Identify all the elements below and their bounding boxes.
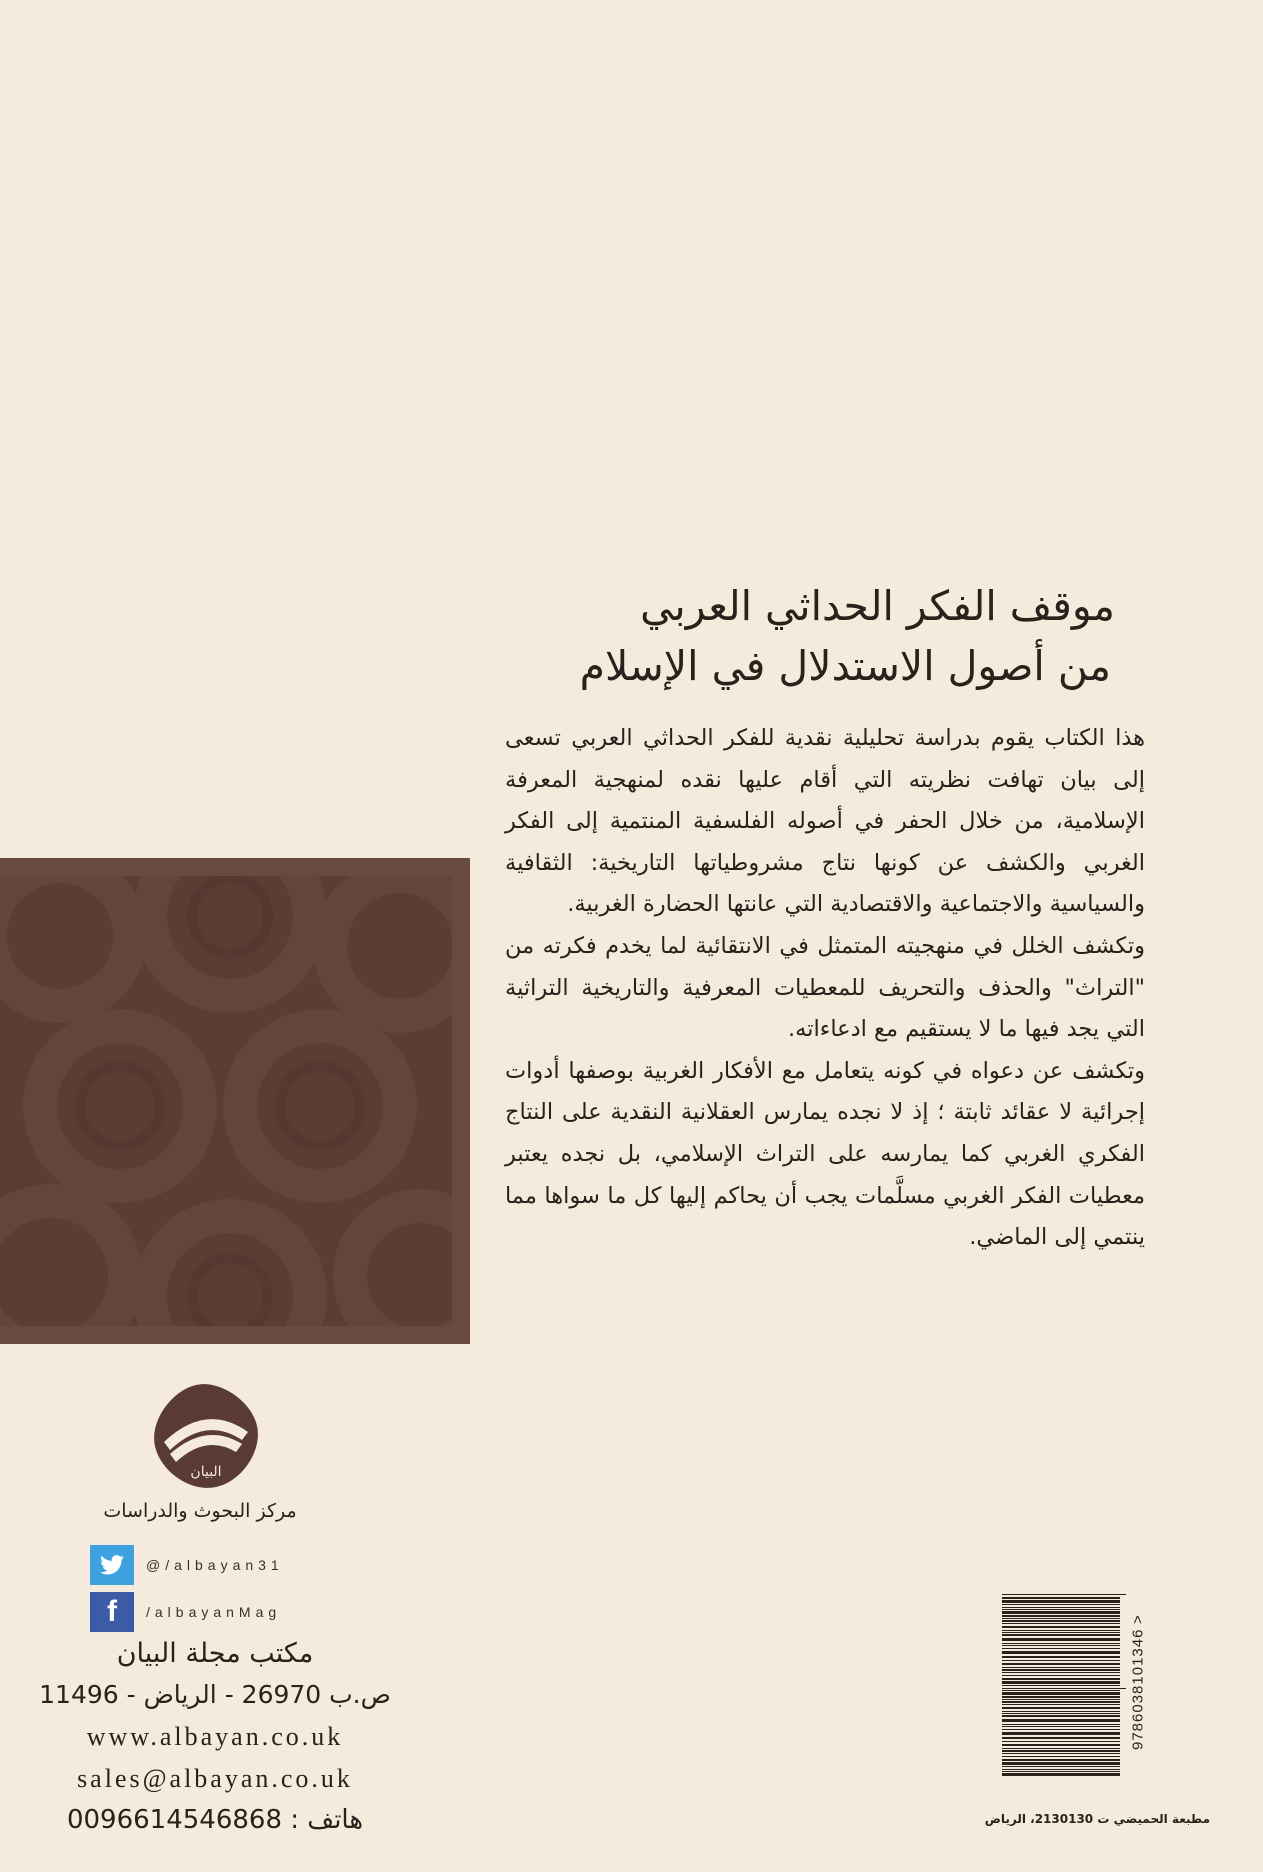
barcode-bar (1002, 1600, 1120, 1603)
barcode-bar (1002, 1611, 1120, 1614)
barcode-bar (1002, 1597, 1120, 1599)
book-description (505, 718, 1145, 1259)
facebook-icon: f (90, 1592, 134, 1632)
barcode-bar (1002, 1651, 1120, 1654)
research-center-name: مركز البحوث والدراسات (103, 1500, 297, 1522)
barcode-bar (1002, 1618, 1120, 1619)
facebook-row[interactable] (90, 1592, 281, 1632)
book-title-line-1: موقف الفكر الحداثي العربي (640, 582, 1115, 630)
barcode-bar (1002, 1762, 1120, 1765)
barcode-bar (1002, 1626, 1120, 1628)
barcode-bar (1002, 1707, 1120, 1709)
barcode-bar (1002, 1724, 1120, 1725)
barcode-bar (1002, 1729, 1120, 1730)
barcode-bar (1002, 1638, 1120, 1641)
barcode-bar (1002, 1663, 1120, 1665)
barcode-bar (1002, 1690, 1120, 1691)
barcode-bar (1002, 1704, 1120, 1705)
barcode-bar (1002, 1648, 1120, 1649)
ornament-pattern (0, 876, 452, 1326)
twitter-row[interactable] (90, 1545, 284, 1585)
barcode-bar (1002, 1769, 1120, 1770)
barcode-bar (1002, 1753, 1120, 1754)
barcode-bar (1002, 1692, 1120, 1695)
barcode-bar (1002, 1688, 1126, 1689)
book-title-line-2: من أصول الاستدلال في الإسلام (579, 642, 1111, 690)
barcode-bar (1002, 1696, 1120, 1698)
barcode-bar (1002, 1675, 1120, 1676)
contact-info (0, 1634, 430, 1840)
description-paragraph-1: هذا الكتاب يقوم بدراسة تحليلية نقدية للفكر الحداثي العربي تسعى إلى بيان تهافت نظريته التي أقام عليها نقده لمنهجية المعرفة الإسلامية، من خلال الحفر في أصوله الفلسفية المنتمية إلى الفكر الغربي والكشف عن كونها نتاج مشروطياتها التاريخية: الثقافية والسياسية والاجتماعية والاقتصادية التي عانتها الحضارة الغربية. (505, 725, 1145, 918)
barcode-bar (1002, 1620, 1120, 1622)
barcode-bar (1002, 1615, 1120, 1617)
publisher-logo (150, 1380, 262, 1492)
barcode-bar (1002, 1756, 1120, 1757)
book-title (475, 576, 1115, 696)
barcode-bar (1002, 1744, 1120, 1746)
barcode-bar (1002, 1701, 1120, 1703)
barcode-bar (1002, 1685, 1120, 1686)
barcode-bar (1002, 1672, 1120, 1673)
barcode-bar (1002, 1669, 1120, 1671)
barcode-bar (1002, 1711, 1120, 1712)
description-paragraph-3: وتكشف عن دعواه في كونه يتعامل مع الأفكار الغربية بوصفها أدوات إجرائية لا عقائد ثابتة ؛ إذ لا نجده يمارس العقلانية النقدية على النتاج الفكري الغربي كما يمارسه على التراث الإسلامي، بل نجده يعتبر معطيات الفكر الغربي مسلَّمات يجب أن يحاكم إليها كل ما سواها مما ينتمي إلى الماضي. (505, 1057, 1145, 1251)
website-link[interactable]: www.albayan.co.uk (86, 1722, 344, 1751)
logo-text: البيان (190, 1464, 222, 1480)
barcode-bar (1002, 1719, 1120, 1722)
barcode-bar (1002, 1660, 1120, 1661)
barcode-bar (1002, 1771, 1120, 1772)
barcode-bar (1002, 1645, 1120, 1646)
barcode-bar (1002, 1699, 1120, 1700)
barcode-bar (1002, 1741, 1120, 1742)
description-paragraph-2: وتكشف الخلل في منهجيته المتمثل في الانتقائية لما يخدم فكرته من "التراث" والحذف والتحريف للمعطيات المعرفية والتاريخية التراثية التي يجد فيها ما لا يستقيم مع ادعاءاته. (505, 932, 1145, 1043)
phone-number: هاتف : 0096614546868 (66, 1805, 364, 1835)
barcode-bar (1002, 1607, 1120, 1608)
barcode-bar (1002, 1643, 1120, 1644)
office-name: مكتب مجلة البيان (116, 1638, 314, 1669)
barcode-bar (1002, 1609, 1120, 1610)
isbn-barcode (1002, 1592, 1140, 1780)
barcode-bar (1002, 1630, 1120, 1631)
twitter-handle[interactable]: @/albayan31 (146, 1557, 284, 1573)
barcode-bar (1002, 1681, 1120, 1684)
printer-info: مطبعة الحميضي ت 2130130، الرياض (984, 1812, 1210, 1826)
barcode-bar (1002, 1623, 1120, 1624)
twitter-icon (90, 1545, 134, 1585)
barcode-bar (1002, 1678, 1120, 1680)
barcode-bar (1002, 1667, 1120, 1668)
isbn-number: 9786038101346 (1129, 1628, 1147, 1750)
barcode-bar (1002, 1759, 1120, 1761)
isbn-digits (1128, 1592, 1148, 1772)
barcode-bar (1002, 1732, 1120, 1735)
barcode-bar (1002, 1632, 1120, 1633)
facebook-handle[interactable]: /albayanMag (146, 1604, 282, 1620)
barcode-bar (1002, 1773, 1120, 1776)
barcode-bar (1002, 1594, 1126, 1595)
po-box: ص.ب 26970 - الرياض - 11496 (39, 1680, 391, 1709)
barcode-bar (1002, 1604, 1120, 1605)
barcode-bar (1002, 1748, 1120, 1749)
barcode-bar (1002, 1737, 1120, 1739)
isbn-marker: > (1129, 1614, 1147, 1625)
barcode-bar (1002, 1766, 1120, 1767)
barcode-bar (1002, 1750, 1120, 1752)
barcode-bar (1002, 1726, 1120, 1727)
barcode-bar (1002, 1713, 1120, 1714)
barcode-bar (1002, 1715, 1120, 1717)
barcode-bar (1002, 1656, 1120, 1658)
barcode-bar (1002, 1634, 1120, 1636)
ornament-panel (0, 858, 470, 1344)
email-link[interactable]: sales@albayan.co.uk (77, 1764, 353, 1793)
